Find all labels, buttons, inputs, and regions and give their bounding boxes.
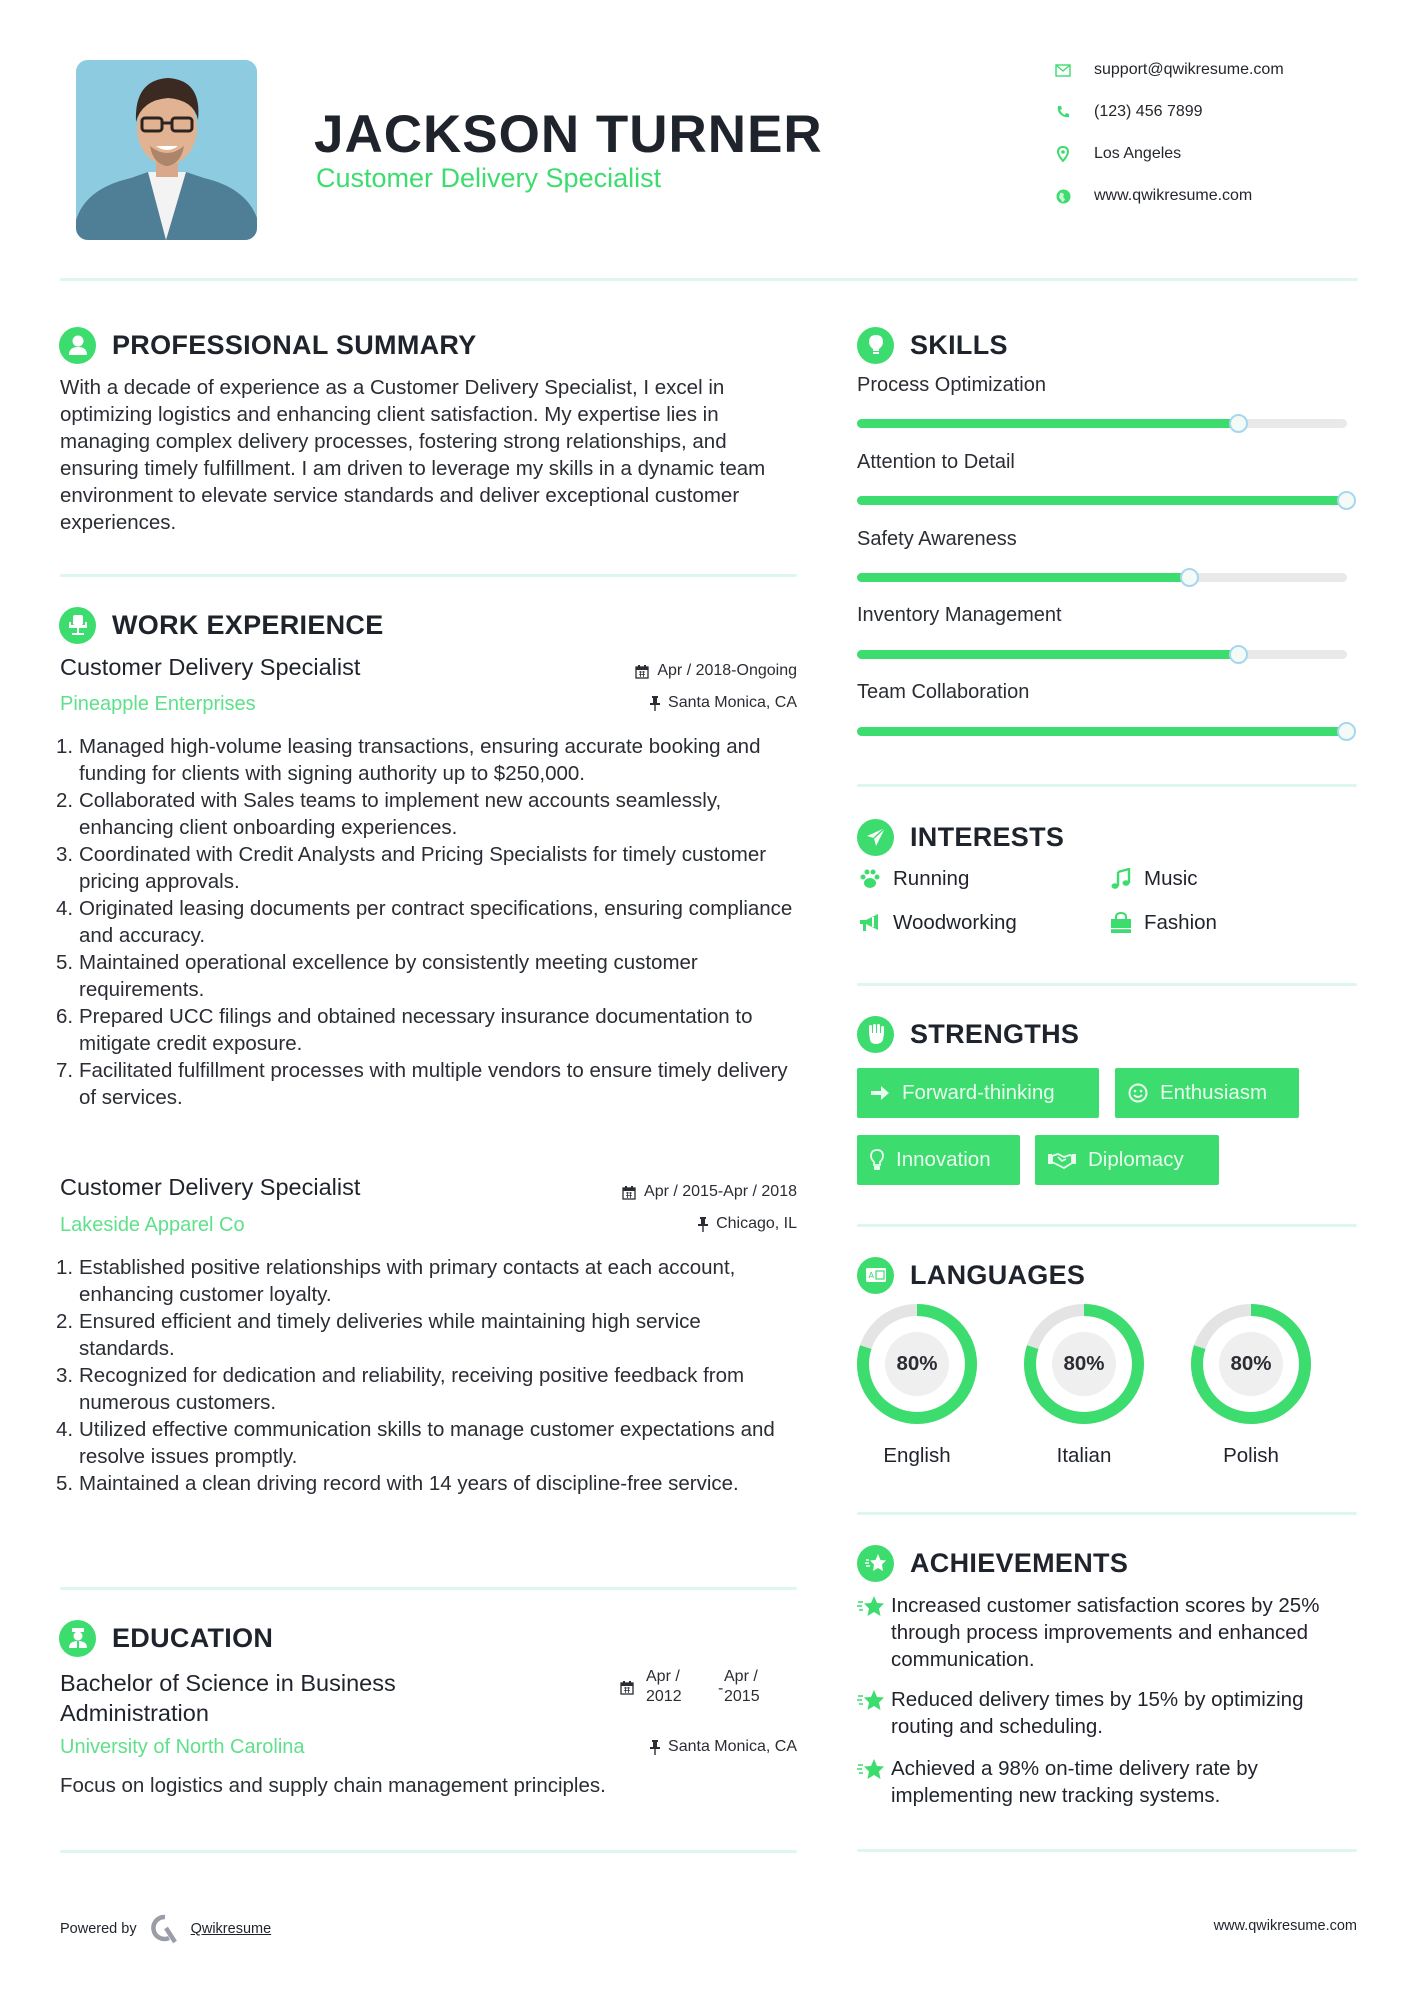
job-1-location-text: Santa Monica, CA — [668, 694, 797, 711]
music-icon — [1108, 868, 1134, 890]
experience-title: WORK EXPERIENCE — [112, 609, 384, 640]
job-1-dates-text: Apr / 2018-Ongoing — [657, 662, 797, 679]
candidate-title: Customer Delivery Specialist — [316, 163, 662, 193]
qwikresume-logo-icon — [151, 1914, 179, 1944]
interest-label: Woodworking — [893, 911, 1017, 934]
language-percent: 80% — [1063, 1352, 1105, 1375]
profile-photo — [76, 60, 257, 240]
candidate-name: JACKSON TURNER — [314, 105, 823, 164]
languages-title: LANGUAGES — [910, 1259, 1086, 1290]
achievement-text: Increased customer satisfaction scores by 25% through process improvements and enhanced communication. — [891, 1594, 1320, 1671]
skill-bar — [857, 496, 1347, 505]
degree-title — [60, 1668, 396, 1728]
pushpin-icon — [650, 1740, 660, 1755]
duty-item: 4. Originated leasing documents per contract specifications, ensuring compliance and accuracy. — [56, 897, 793, 947]
interest-label: Running — [893, 867, 970, 890]
achievement-text: Reduced delivery times by 15% by optimizing routing and scheduling. — [891, 1688, 1304, 1738]
footer-powered-by — [60, 1914, 271, 1944]
achievement-item — [857, 1686, 1357, 1740]
duty-item: 1. Managed high-volume leasing transactions, ensuring accurate booking and funding for clients with signing authority up to $250,000. — [56, 735, 761, 785]
strengths-heading — [857, 1014, 1079, 1054]
envelope-icon — [1052, 59, 1074, 81]
shopping-bag-icon — [1108, 912, 1134, 934]
skill-label: Team Collaboration — [857, 681, 1030, 703]
language-item-italian — [1023, 1303, 1145, 1468]
graduate-icon — [59, 1620, 96, 1657]
school-name: University of North Carolina — [60, 1736, 305, 1758]
skill-bar — [857, 727, 1347, 736]
strength-label: Forward-thinking — [902, 1081, 1055, 1104]
strength-label: Innovation — [896, 1148, 991, 1171]
star-icon — [857, 1688, 891, 1740]
paper-plane-icon — [857, 819, 894, 856]
language-label: Polish — [1223, 1444, 1279, 1467]
language-label: English — [883, 1444, 951, 1467]
education-end-month: Apr / — [724, 1668, 758, 1685]
experience-heading — [59, 605, 384, 645]
education-dates — [620, 1668, 765, 1712]
skill-label: Process Optimization — [857, 374, 1046, 396]
language-icon — [857, 1257, 894, 1294]
job-1-dates — [635, 662, 797, 680]
skill-slider-thumb — [1229, 645, 1248, 664]
achievements-heading — [857, 1543, 1128, 1583]
duty-item: 7. Facilitated fulfillment processes with multiple vendors to ensure timely delivery of services. — [56, 1059, 788, 1109]
duty-item: 4. Utilized effective communication skills to manage customer expectations and resolve issues promptly. — [56, 1418, 775, 1468]
skill-slider-thumb — [1337, 491, 1356, 510]
duty-item: 3. Recognized for dedication and reliability, receiving positive feedback from numerous customers. — [56, 1364, 745, 1414]
contact-location — [1052, 141, 1382, 167]
handshake-icon — [1048, 1151, 1076, 1169]
duty-item: 2. Collaborated with Sales teams to implement new accounts seamlessly, enhancing client onboarding experiences. — [56, 789, 722, 839]
contact-website[interactable] — [1052, 183, 1382, 209]
contact-phone-text: (123) 456 7899 — [1094, 103, 1203, 120]
phone-icon — [1052, 101, 1074, 123]
interest-item-music — [1108, 867, 1198, 891]
strength-label: Enthusiasm — [1160, 1081, 1268, 1104]
skill-bar — [857, 573, 1347, 582]
powered-by-label: Powered by — [60, 1921, 137, 1937]
person-photo-icon — [76, 60, 257, 240]
strength-tag-diplomacy — [1035, 1135, 1219, 1185]
language-item-polish — [1190, 1303, 1312, 1468]
interest-label: Music — [1144, 867, 1198, 890]
job-2-dates-text: Apr / 2015-Apr / 2018 — [644, 1183, 797, 1200]
achievements-divider — [857, 1849, 1357, 1852]
skill-bar-fill — [857, 573, 1190, 582]
skill-bar-fill — [857, 727, 1347, 736]
job-2-duties — [56, 1254, 800, 1497]
achievement-item — [857, 1592, 1357, 1673]
paw-icon — [857, 869, 883, 889]
education-heading — [59, 1618, 273, 1658]
smile-icon — [1128, 1083, 1148, 1103]
skill-bar-fill — [857, 419, 1239, 428]
experience-divider — [60, 1587, 797, 1590]
education-title: EDUCATION — [112, 1622, 274, 1653]
footer-website[interactable]: www.qwikresume.com — [1213, 1918, 1357, 1934]
job-1-company: Pineapple Enterprises — [60, 693, 256, 715]
skill-bar — [857, 419, 1347, 428]
star-icon — [857, 1594, 891, 1673]
star-badge-icon — [857, 1545, 894, 1582]
duty-item: 5. Maintained a clean driving record with 14 years of discipline-free service. — [56, 1472, 739, 1495]
job-1-duties — [56, 733, 800, 1111]
language-label: Italian — [1056, 1444, 1112, 1467]
lightbulb-icon — [870, 1149, 884, 1171]
skills-heading — [857, 325, 1008, 365]
languages-heading — [857, 1255, 1085, 1295]
language-item-english — [856, 1303, 978, 1468]
skill-label: Inventory Management — [857, 604, 1062, 626]
education-location-text: Santa Monica, CA — [668, 1738, 797, 1755]
contact-email-text: support@qwikresume.com — [1094, 61, 1284, 78]
job-2-company: Lakeside Apparel Co — [60, 1214, 245, 1236]
user-icon — [59, 327, 96, 364]
job-1-location — [650, 694, 797, 712]
duty-item: 3. Coordinated with Credit Analysts and Pricing Specialists for timely customer pricing approvals. — [56, 843, 767, 893]
calendar-icon — [622, 1185, 636, 1200]
duty-item: 6. Prepared UCC filings and obtained necessary insurance documentation to mitigate credit exposure. — [56, 1005, 753, 1055]
languages-divider — [857, 1512, 1357, 1515]
education-end-year: 2015 — [724, 1688, 760, 1705]
pushpin-icon — [650, 696, 660, 711]
skill-bar-fill — [857, 650, 1239, 659]
interest-item-running — [857, 867, 969, 891]
fist-icon — [857, 1016, 894, 1053]
interest-item-woodworking — [857, 911, 1017, 935]
globe-icon — [1052, 185, 1074, 207]
contact-phone[interactable] — [1052, 99, 1382, 125]
qwikresume-link[interactable]: Qwikresume — [190, 1921, 272, 1937]
job-1-title: Customer Delivery Specialist — [60, 654, 361, 680]
duty-item: 2. Ensured efficient and timely deliveries while maintaining high service standards. — [56, 1310, 701, 1360]
summary-heading — [59, 325, 477, 365]
job-2-location — [698, 1215, 797, 1233]
star-icon — [857, 1757, 891, 1809]
summary-title: PROFESSIONAL SUMMARY — [112, 329, 477, 360]
degree-line-1: Bachelor of Science in Business — [60, 1670, 396, 1696]
degree-line-2: Administration — [60, 1700, 209, 1726]
skill-slider-thumb — [1180, 568, 1199, 587]
interest-item-fashion — [1108, 911, 1217, 935]
duty-item: 1. Established positive relationships with primary contacts at each account, enhancing customer loyalty. — [56, 1256, 736, 1306]
interest-label: Fashion — [1144, 911, 1217, 934]
interests-divider — [857, 983, 1357, 986]
interests-title: INTERESTS — [910, 821, 1065, 852]
strengths-title: STRENGTHS — [910, 1018, 1080, 1049]
skills-title: SKILLS — [910, 329, 1008, 360]
skill-slider-thumb — [1229, 414, 1248, 433]
language-percent: 80% — [896, 1352, 938, 1375]
education-start-year: 2012 — [646, 1688, 682, 1705]
strengths-divider — [857, 1224, 1357, 1227]
lightbulb-icon — [857, 327, 894, 364]
skill-bar — [857, 650, 1347, 659]
calendar-icon — [620, 1680, 634, 1700]
strength-label: Diplomacy — [1088, 1148, 1184, 1171]
skill-bar-fill — [857, 496, 1347, 505]
job-2-location-text: Chicago, IL — [716, 1215, 797, 1232]
pushpin-icon — [698, 1217, 708, 1232]
skills-divider — [857, 784, 1357, 787]
achievement-text: Achieved a 98% on-time delivery rate by implementing new tracking systems. — [891, 1757, 1258, 1807]
calendar-icon — [635, 664, 649, 679]
bullhorn-icon — [857, 913, 883, 933]
job-2-title: Customer Delivery Specialist — [60, 1174, 361, 1200]
skill-slider-thumb — [1337, 722, 1356, 741]
skill-label: Attention to Detail — [857, 451, 1015, 473]
arrow-right-icon — [870, 1084, 890, 1102]
strength-tag-forward-thinking — [857, 1068, 1099, 1118]
language-percent: 80% — [1230, 1352, 1272, 1375]
education-divider — [60, 1850, 797, 1853]
contact-website-text: www.qwikresume.com — [1094, 187, 1253, 204]
interests-heading — [857, 817, 1064, 857]
svg-text:A: A — [868, 1271, 874, 1280]
job-2-dates — [622, 1183, 797, 1201]
contact-email[interactable] — [1052, 57, 1382, 83]
skill-label: Safety Awareness — [857, 528, 1017, 550]
education-description: Focus on logistics and supply chain management principles. — [60, 1774, 606, 1797]
summary-text: With a decade of experience as a Customer Delivery Specialist, I excel in optimizing logistics and enhancing client satisfaction. My expertise lies in managing complex delivery processes, fostering strong relationships, and ensuring timely fulfillment. I am driven to leverage my skills in a dynamic team environment to elevate service standards and deliver exceptional customer experiences. — [60, 376, 766, 534]
map-marker-icon — [1052, 143, 1074, 165]
header-divider — [60, 278, 1358, 281]
summary-divider — [60, 574, 797, 577]
achievement-item — [857, 1755, 1357, 1809]
achievements-title: ACHIEVEMENTS — [910, 1547, 1129, 1578]
duty-item: 5. Maintained operational excellence by consistently meeting customer requirements. — [56, 951, 698, 1001]
chair-icon — [59, 607, 96, 644]
strength-tag-enthusiasm — [1115, 1068, 1299, 1118]
education-date-separator: - — [718, 1680, 724, 1697]
strength-tag-innovation — [857, 1135, 1020, 1185]
education-location — [650, 1738, 797, 1756]
education-start-month: Apr / — [646, 1668, 680, 1685]
contact-location-text: Los Angeles — [1094, 145, 1182, 162]
